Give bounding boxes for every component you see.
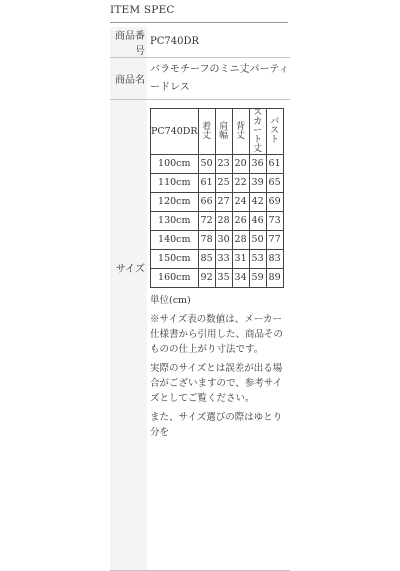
table-cell: 77 [266, 231, 283, 250]
table-cell: 35 [215, 269, 232, 288]
table-row [151, 231, 284, 250]
product-code-value: PC740DR [147, 27, 290, 58]
size-cell-label: 120cm [151, 193, 199, 212]
size-table-header [151, 109, 284, 155]
table-cell: 33 [215, 250, 232, 269]
size-table-corner: PC740DR [151, 109, 199, 155]
spec-row-name [110, 58, 290, 100]
table-row [151, 269, 284, 288]
table-cell: 22 [232, 174, 249, 193]
section-heading: ITEM SPEC [110, 4, 175, 16]
table-cell: 20 [232, 155, 249, 174]
table-cell: 36 [249, 155, 266, 174]
table-row [151, 250, 284, 269]
size-note: ※サイズ表の数値は、メーカー仕様書から引用した、商品そのものの仕上がり寸法です。 [150, 314, 284, 355]
table-cell: 34 [232, 269, 249, 288]
table-row [151, 212, 284, 231]
table-cell: 23 [215, 155, 232, 174]
table-cell: 30 [215, 231, 232, 250]
table-cell: 72 [198, 212, 215, 231]
size-cell-label: 100cm [151, 155, 199, 174]
table-row [151, 174, 284, 193]
table-cell: 78 [198, 231, 215, 250]
table-cell: 46 [249, 212, 266, 231]
table-cell: 61 [266, 155, 283, 174]
size-label: サイズ [110, 100, 147, 571]
product-code-label: 商品番号 [110, 27, 147, 58]
table-cell: 31 [232, 250, 249, 269]
table-cell: 73 [266, 212, 283, 231]
table-cell: 28 [215, 212, 232, 231]
column-header-skirt: スカート丈 [249, 109, 266, 155]
table-cell: 28 [232, 231, 249, 250]
table-cell: 26 [232, 212, 249, 231]
size-cell-label: 110cm [151, 174, 199, 193]
size-table [150, 108, 284, 288]
table-cell: 89 [266, 269, 283, 288]
product-name-value: バラモチーフのミニ丈パーティードレス [147, 58, 290, 100]
column-header-back: 背丈 [232, 109, 249, 155]
table-cell: 24 [232, 193, 249, 212]
table-cell: 50 [198, 155, 215, 174]
size-cell [147, 100, 290, 571]
column-header-bust: バスト [266, 109, 283, 155]
spec-row-size [110, 100, 290, 571]
size-note: 実際のサイズとは誤差が出る場合がございますので、参考サイズとしてご覧ください。 [150, 363, 283, 404]
table-cell: 53 [249, 250, 266, 269]
size-cell-label: 160cm [151, 269, 199, 288]
unit-label: 単位(cm) [150, 295, 191, 306]
table-cell: 25 [215, 174, 232, 193]
spec-row-code [110, 27, 290, 58]
table-cell: 39 [249, 174, 266, 193]
table-cell: 61 [198, 174, 215, 193]
heading-divider [110, 22, 288, 23]
size-cell-label: 140cm [151, 231, 199, 250]
table-cell: 27 [215, 193, 232, 212]
product-name-label: 商品名 [110, 58, 147, 100]
table-cell: 59 [249, 269, 266, 288]
size-cell-label: 130cm [151, 212, 199, 231]
table-cell: 42 [249, 193, 266, 212]
size-cell-label: 150cm [151, 250, 199, 269]
table-cell: 69 [266, 193, 283, 212]
table-cell: 85 [198, 250, 215, 269]
column-header-shoulder: 肩幅 [215, 109, 232, 155]
table-row [151, 155, 284, 174]
item-spec-table [110, 27, 290, 571]
table-cell: 50 [249, 231, 266, 250]
table-cell: 66 [198, 193, 215, 212]
table-cell: 65 [266, 174, 283, 193]
table-cell: 92 [198, 269, 215, 288]
table-row [151, 193, 284, 212]
size-note: また、サイズ選びの際はゆとり分を [150, 412, 283, 438]
table-cell: 83 [266, 250, 283, 269]
column-header-length: 着丈 [198, 109, 215, 155]
